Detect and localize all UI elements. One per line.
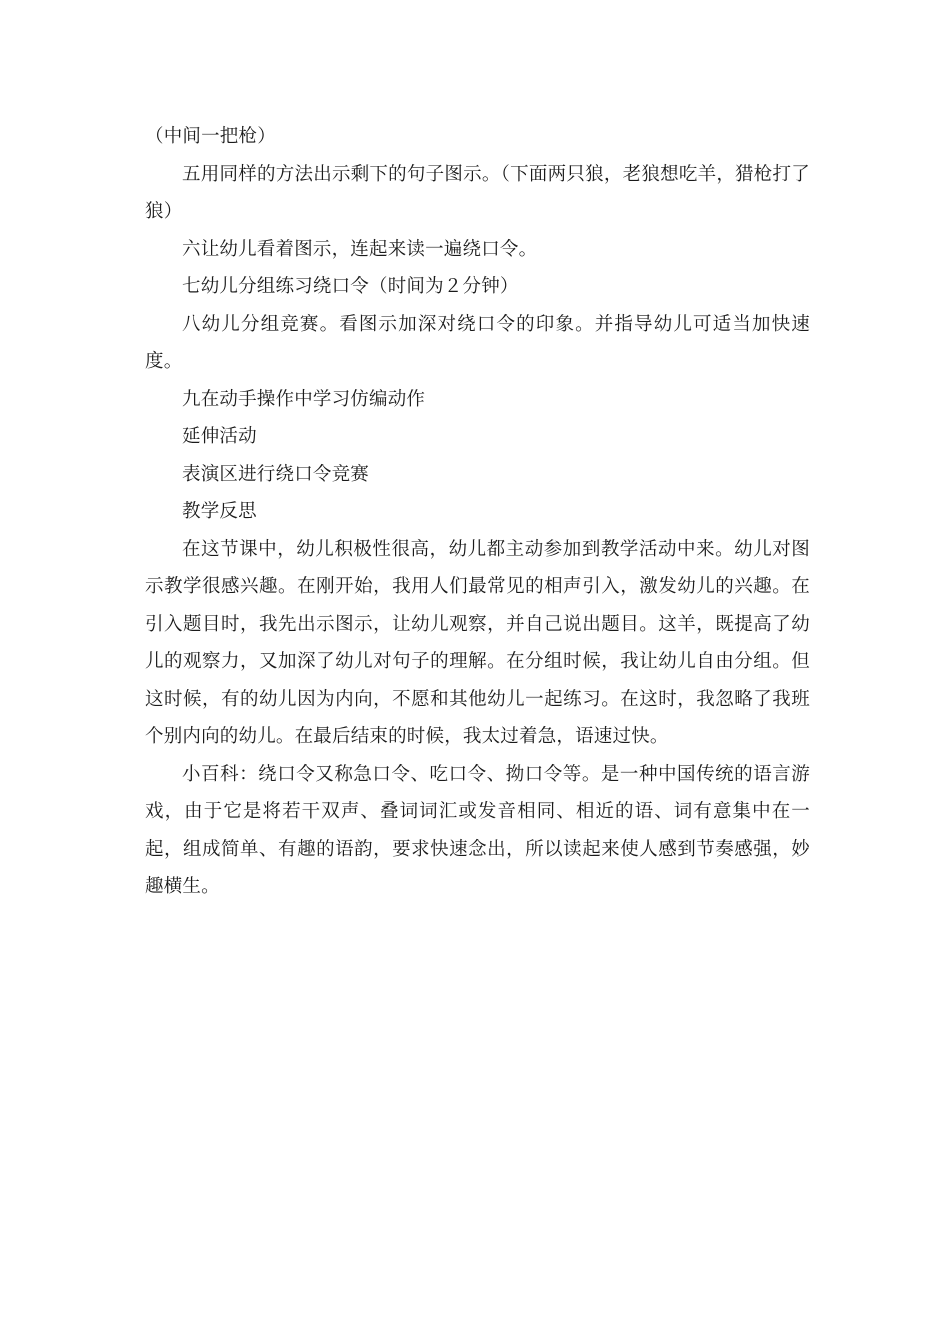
paragraph-middle-gun: （中间一把枪） xyxy=(145,126,276,147)
paragraph-step-five: 五用同样的方法出示剩下的句子图示。（下面两只狼，老狼想吃羊，猎枪打了狼） xyxy=(145,163,810,222)
paragraph-step-six: 六让幼儿看着图示，连起来读一遍绕口令。 xyxy=(182,238,538,260)
paragraph-performance-area: 表演区进行绕口令竞赛 xyxy=(182,463,370,485)
paragraph-encyclopedia: 小百科：绕口令又称急口令、吃口令、拗口令等。是一种中国传统的语言游戏，由于它是将若干双声、叠词词汇或发音相同、相近的语、词有意集中在一起，组成简单、有趣的语韵，要求快速念出，所以读起来使人感到节奏感强，妙趣横生。 xyxy=(145,763,810,897)
paragraph-step-eight: 八幼儿分组竞赛。看图示加深对绕口令的印象。并指导幼儿可适当加快速度。 xyxy=(145,313,810,372)
heading-extension-activity: 延伸活动 xyxy=(182,426,257,447)
document-body xyxy=(145,118,810,906)
paragraph-step-nine: 九在动手操作中学习仿编动作 xyxy=(182,388,426,410)
paragraph-step-seven: 七幼儿分组练习绕口令（时间为２分钟） xyxy=(182,276,519,297)
heading-teaching-reflection: 教学反思 xyxy=(182,501,257,522)
paragraph-reflection: 在这节课中，幼儿积极性很高，幼儿都主动参加到教学活动中来。幼儿对图示教学很感兴趣。在刚开始，我用人们最常见的相声引入，激发幼儿的兴趣。在引入题目时，我先出示图示，让幼儿观察，并自己说出题目。这羊，既提高了幼儿的观察力，又加深了幼儿对句子的理解。在分组时候，我让幼儿自由分组。但这时候，有的幼儿因为内向，不愿和其他幼儿一起练习。在这时，我忽略了我班个别内向的幼儿。在最后结束的时候，我太过着急，语速过快。 xyxy=(145,538,810,747)
